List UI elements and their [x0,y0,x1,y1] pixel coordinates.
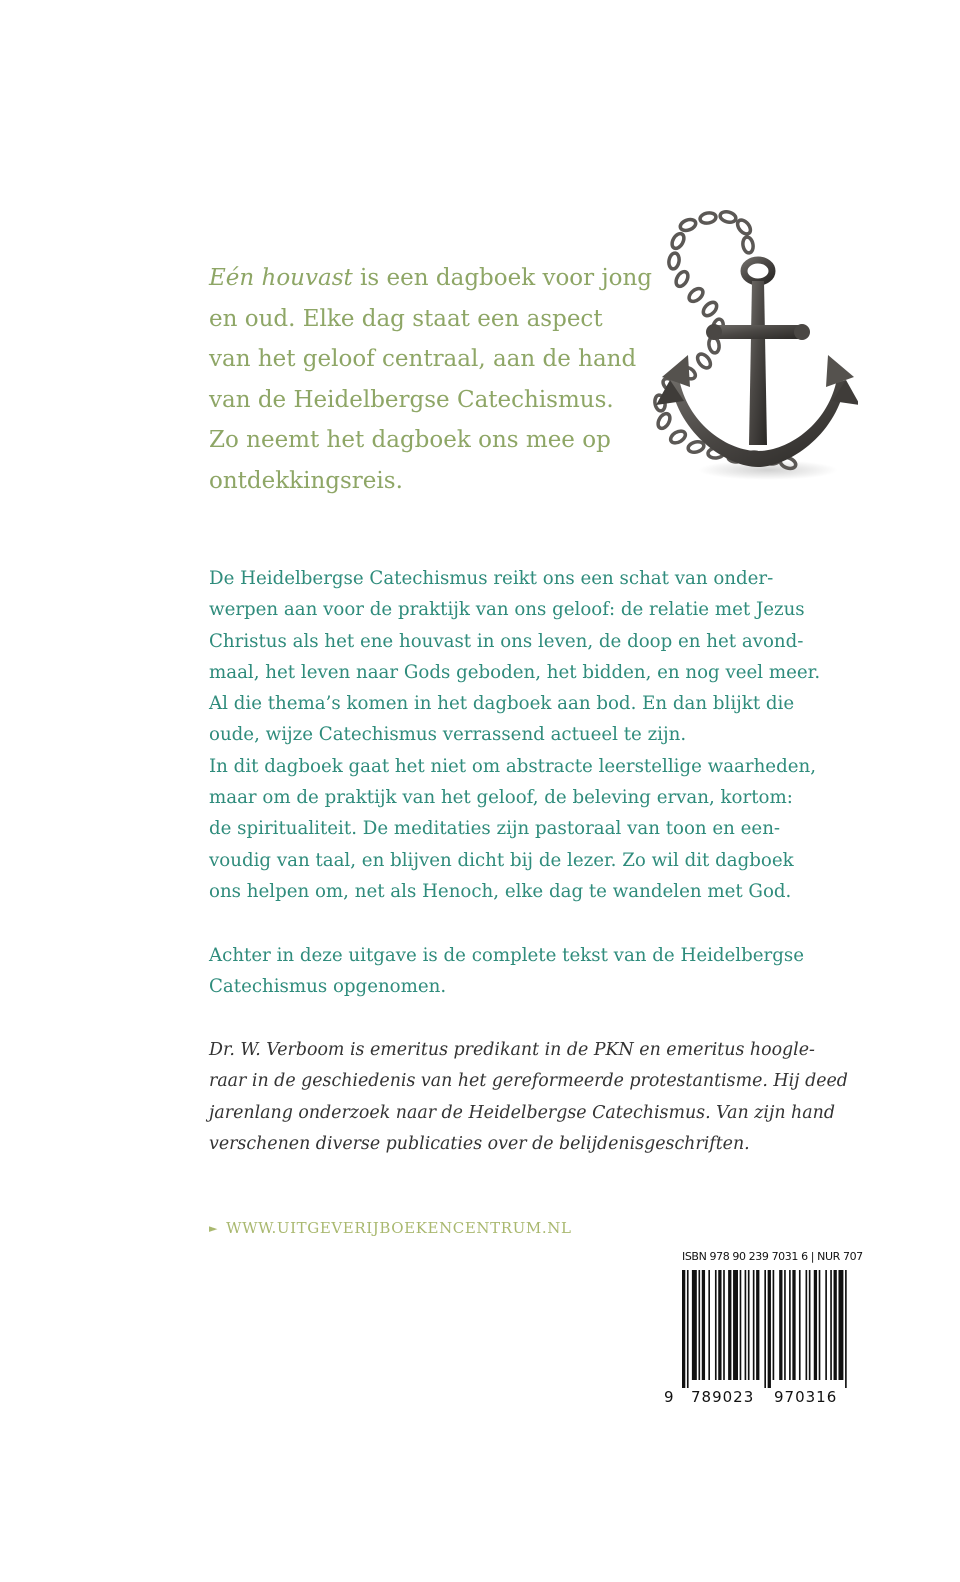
barcode-bar [814,1270,817,1380]
barcode-bar [728,1270,731,1380]
contents-note-paragraph [209,940,829,1003]
barcode-bar [830,1270,832,1380]
barcode-bar [784,1270,786,1380]
description-line: In dit dagboek gaat het niet om abstracte leerstellige waarheden, [209,755,816,777]
intro-line: van het geloof centraal, aan de hand [209,346,637,372]
barcode-bar [745,1270,747,1380]
description-line: Christus als het ene houvast in ons leven, de doop en het avond- [209,630,804,652]
barcode-bar [756,1270,759,1380]
description-line: maal, het leven naar Gods geboden, het bidden, en nog veel meer. [209,661,821,683]
barcode-bar [687,1270,689,1388]
intro-line: ontdekkingsreis. [209,467,403,494]
barcode-bar [792,1270,795,1380]
barcode-bar [834,1270,837,1380]
barcode-bar [764,1270,766,1388]
barcode-bar [799,1270,801,1380]
description-line: ons helpen om, net als Henoch, elke dag te wandelen met God. [209,880,792,902]
barcode-icon [682,1270,850,1388]
publisher-website [209,1219,572,1237]
barcode-bar [789,1270,791,1380]
barcode-bar [740,1270,742,1380]
barcode-bar [773,1270,775,1380]
description-line: maar om de praktijk van het geloof, de beleving ervan, kortom: [209,787,793,809]
barcode-bar [768,1270,771,1388]
isbn-label: ISBN 978 90 239 7031 6 | NUR 707 [682,1250,863,1263]
barcode-digits-left: 789023 [691,1388,755,1406]
barcode-bar [682,1270,685,1388]
barcode-digits-right: 970316 [774,1388,838,1406]
triangle-right-icon: ► [209,1222,219,1235]
barcode-digit-first: 9 [664,1388,674,1406]
author-bio-line: jarenlang onderzoek naar de Heidelbergse Catechismus. Van zijn hand [209,1102,835,1123]
barcode-bar [723,1270,725,1380]
description-paragraph [209,563,829,907]
description-line: Al die thema’s komen in het dagboek aan bod. En dan blijkt die [209,693,795,715]
description-line: De Heidelbergse Catechismus reikt ons een schat van onder- [209,568,774,589]
author-bio [209,1035,848,1160]
barcode-block [664,1248,863,1410]
barcode-bar [845,1270,847,1388]
barcode-bar [753,1270,755,1380]
intro-line: Eén houvast is een dagboek voor jong [209,265,652,291]
author-bio-line: raar in de geschiedenis van het gereformeerde protestantisme. Hij deed [209,1071,848,1092]
description-line: werpen aan voor de praktijk van ons geloof: de relatie met Jezus [209,599,805,621]
barcode-bar [733,1270,738,1380]
barcode-bar [702,1270,705,1380]
barcode-bar [838,1270,843,1380]
description-line: de spiritualiteit. De meditaties zijn pastoraal van toon en een- [209,818,781,840]
book-title-italic: Eén houvast [209,265,353,291]
intro-paragraph [209,258,652,501]
barcode-bar [825,1270,827,1380]
author-bio-line: Dr. W. Verboom is emeritus predikant in de PKN en emeritus hoogle- [209,1040,815,1060]
barcode-bar [718,1270,721,1380]
contents-note-line: Catechismus opgenomen. [209,976,447,998]
intro-line: Zo neemt het dagboek ons mee op [209,427,611,453]
barcode-bar [708,1270,710,1380]
barcode-bar [715,1270,717,1380]
barcode-bar [748,1270,750,1380]
intro-line: van de Heidelbergse Catechismus. [209,386,614,413]
intro-line: en oud. Elke dag staat een aspect [209,305,603,332]
contents-note-line: Achter in deze uitgave is de complete tekst van de Heidelbergse [209,945,804,966]
barcode-bar [809,1270,811,1380]
barcode-bar [806,1270,808,1380]
description-line: oude, wijze Catechismus verrassend actueel te zijn. [209,724,687,746]
website-url: WWW.UITGEVERIJBOEKENCENTRUM.NL [226,1219,572,1237]
barcode-bar [692,1270,697,1380]
author-bio-line: verschenen diverse publicaties over de belijdenisgeschriften. [209,1133,750,1154]
anchor-with-chain-icon [648,205,858,490]
barcode-bar [779,1270,782,1380]
barcode-bar [819,1270,821,1380]
barcode-bar [698,1270,700,1380]
description-line: voudig van taal, en blijven dicht bij de lezer. Zo wil dit dagboek [209,849,794,871]
